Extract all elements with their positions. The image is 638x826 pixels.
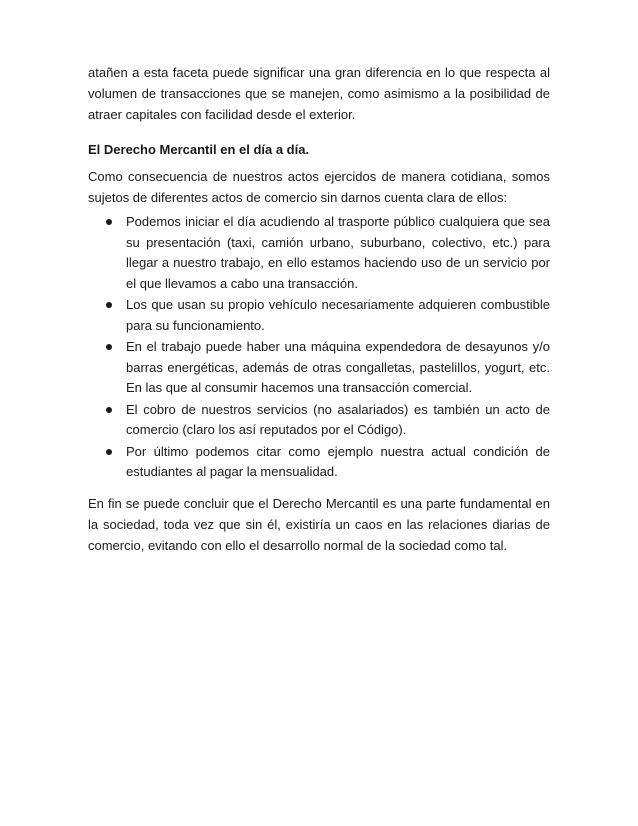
list-item-text: En el trabajo puede haber una máquina expendedora de desayunos y/o barras energéticas, además de otras congalletas, pastelillos, yogurt, etc. En las que al consumir hacemos una transacción comercial. <box>126 339 550 395</box>
section-intro-paragraph: Como consecuencia de nuestros actos ejercidos de manera cotidiana, somos sujetos de diferentes actos de comercio sin darnos cuenta clara de ellos: <box>88 169 550 205</box>
list-item-text: Por último podemos citar como ejemplo nuestra actual condición de estudiantes al pagar la mensualidad. <box>126 443 550 479</box>
list-item-text: Los que usan su propio vehículo necesariamente adquieren combustible para su funcionamiento. <box>126 297 550 333</box>
conclusion-paragraph: En fin se puede concluir que el Derecho Mercantil es una parte fundamental en la sociedad, toda vez que sin él, existiría un caos en las relaciones diarias de comercio, evitando con ello el desarrollo normal de la sociedad como tal. <box>88 495 550 553</box>
list-item <box>126 337 550 399</box>
list-item-text: Podemos iniciar el día acudiendo al trasporte público cualquiera que sea su presentación (taxi, camión urbano, suburbano, colectivo, etc.) para llegar a nuestro trabajo, en ello estamos haciendo uso de un servicio por el que llevamos a cabo una transacción. <box>126 214 550 291</box>
bullet-icon <box>106 407 112 413</box>
document-page <box>88 62 550 556</box>
bullet-icon <box>106 219 112 225</box>
list-item <box>126 442 550 483</box>
bullet-icon <box>106 449 112 455</box>
intro-paragraph: atañen a esta faceta puede significar una gran diferencia en lo que respecta al volumen de transacciones que se manejen, como asimismo a la posibilidad de atraer capitales con facilidad desde el exterior. <box>88 65 550 122</box>
bullet-icon <box>106 344 112 350</box>
list-item <box>126 400 550 441</box>
list-item-text: El cobro de nuestros servicios (no asalariados) es también un acto de comercio (claro los así reputados por el Código). <box>126 401 550 437</box>
bullet-list <box>88 212 550 483</box>
section-heading: El Derecho Mercantil en el día a día. <box>88 142 310 157</box>
list-item <box>126 212 550 294</box>
bullet-icon <box>106 302 112 308</box>
list-item <box>126 295 550 336</box>
